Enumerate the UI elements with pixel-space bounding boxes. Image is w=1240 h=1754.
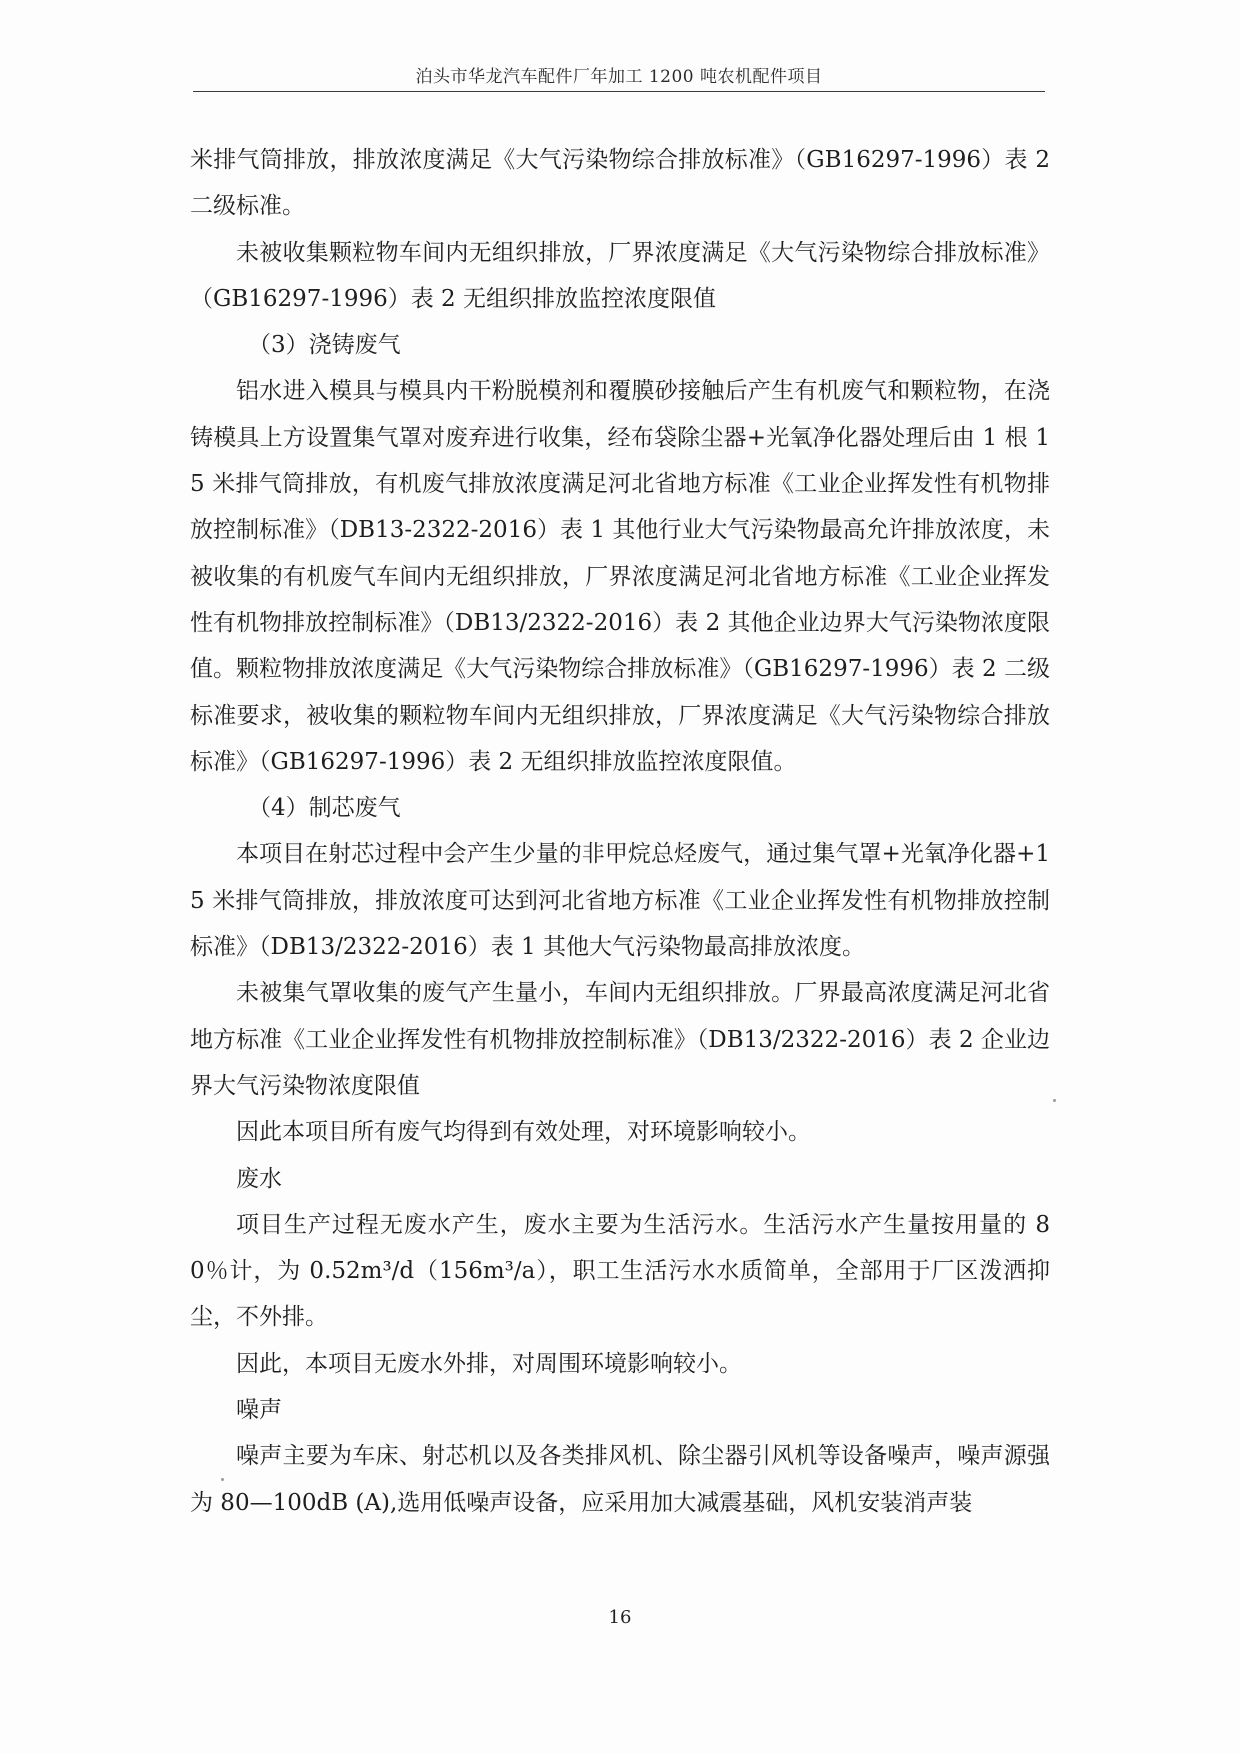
paragraph: 未被收集颗粒物车间内无组织排放，厂界浓度满足《大气污染物综合排放标准》（GB16297-1996）表 2 无组织排放监控浓度限值 [190,239,1050,312]
paragraph: 本项目在射芯过程中会产生少量的非甲烷总烃废气，通过集气罩+光氧净化器+15 米排气筒排放，排放浓度可达到河北省地方标准《工业企业挥发性有机物排放控制标准》（DB13/2322-2016）表 1 其他大气污染物最高排放浓度。 [190,841,1050,961]
paragraph: 因此本项目所有废气均得到有效处理，对环境影响较小。 [236,1119,811,1146]
section-heading-noise: 噪声 [236,1397,282,1424]
paragraph: 噪声主要为车床、射芯机以及各类排风机、除尘器引风机等设备噪声，噪声源强为 80—100dB (A),选用低噪声设备，应采用加大减震基础，风机安装消声装 [190,1443,1050,1516]
header-rule [193,91,1045,92]
paragraph: 铝水进入模具与模具内干粉脱模剂和覆膜砂接触后产生有机废气和颗粒物，在浇铸模具上方设置集气罩对废弃进行收集，经布袋除尘器+光氧净化器处理后由 1 根 15 米排气筒排放，有机废气排放浓度满足河北省地方标准《工业企业挥发性有机物排放控制标准》（DB13-2322-2016）表 1 其他行业大气污染物最高允许排放浓度，未被收集的有机废气车间内无组织排放，厂界浓度满足河北省地方标准《工业企业挥发性有机物排放控制标准》（DB13/2322-2016）表 2 其他企业边界大气污染物浓度限值。颗粒物排放浓度满足《大气污染物综合排放标准》（GB16297-1996）表 2 二级标准要求，被收集的颗粒物车间内无组织排放，厂界浓度满足《大气污染物综合排放标准》（GB16297-1996）表 2 无组织排放监控浓度限值。 [190,378,1050,775]
scan-speck [221,1478,224,1481]
page-number: 16 [608,1607,632,1628]
section-heading-core-making-exhaust: （4）制芯废气 [248,795,401,822]
paragraph: 因此，本项目无废水外排，对周围环境影响较小。 [236,1350,742,1377]
running-header: 泊头市华龙汽车配件厂年加工 1200 吨农机配件项目 [415,67,823,87]
section-heading-casting-exhaust: （3）浇铸废气 [248,332,401,359]
section-heading-wastewater: 废水 [236,1165,282,1192]
paragraph-continuation: 米排气筒排放，排放浓度满足《大气污染物综合排放标准》（GB16297-1996）表 2 二级标准。 [190,147,1050,220]
paragraph: 项目生产过程无废水产生，废水主要为生活污水。生活污水产生量按用量的 80％计，为 0.52m³/d（156m³/a），职工生活污水水质简单，全部用于厂区泼洒抑尘，不外排。 [190,1211,1050,1331]
paragraph: 未被集气罩收集的废气产生量小，车间内无组织排放。厂界最高浓度满足河北省地方标准《工业企业挥发性有机物排放控制标准》（DB13/2322-2016）表 2 企业边界大气污染物浓度限值 [190,980,1050,1099]
scan-speck [1053,1099,1056,1102]
body-text [190,137,1050,1526]
